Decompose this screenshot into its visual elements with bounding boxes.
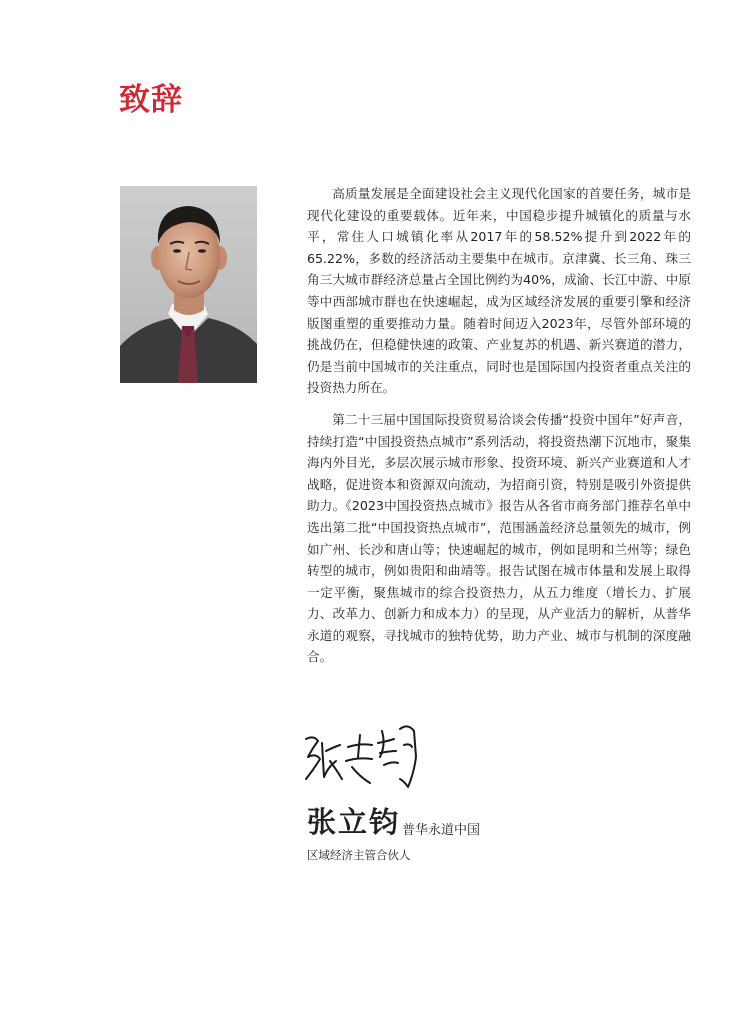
speech-paragraph-2: 第二十三届中国国际投资贸易洽谈会传播“投资中国年”好声音，持续打造“中国投资热点城市”系列活动，将投资热潮下沉地市，聚集海内外目光，多层次展示城市形象、投资环境、新兴产业赛道和人才战略，促进资本和资源双向流动，为招商引资，特别是吸引外资提供助力。《2023中国投资热点城市》报告从各省市商务部门推荐名单中选出第二批“中国投资热点城市”，范围涵盖经济总量领先的城市，例如广州、长沙和唐山等；快速崛起的城市，例如昆明和兰州等；绿色转型的城市，例如贵阳和曲靖等。报告试图在城市体量和发展上取得一定平衡，聚焦城市的综合投资热力，从五力维度（增长力、扩展力、改革力、创新力和成本力）的呈现，从产业活力的解析，从普华永道的观察，寻找城市的独特优势，助力产业、城市与机制的深度融合。 [307,411,691,665]
portrait-photo [120,186,257,383]
page-title: 致辞 [119,82,183,118]
signatory-role: 区域经济主管合伙人 [307,848,411,862]
handwritten-signature [300,717,430,796]
speech-body [307,183,691,678]
speech-paragraph-1: 高质量发展是全面建设社会主义现代化国家的首要任务，城市是现代化建设的重要载体。近年来，中国稳步提升城镇化的质量与水平，常住人口城镇化率从2017年的58.52%提升到2022年的65.22%，多数的经济活动主要集中在城市。京津冀、长三角、珠三角三大城市群经济总量占全国比例约为40%，成渝、长江中游、中原等中西部城市群也在快速崛起，成为区域经济发展的重要引擎和经济版图重塑的重要推动力量。随着时间迈入2023年，尽管外部环境的挑战仍在，但稳健快速的政策、产业复苏的机遇、新兴赛道的潜力，仍是当前中国城市的关注重点，同时也是国际国内投资者重点关注的投资热力所在。 [307,186,691,396]
signatory-name: 张立钧 [307,805,401,839]
signatory-company: 普华永道中国 [402,823,481,838]
